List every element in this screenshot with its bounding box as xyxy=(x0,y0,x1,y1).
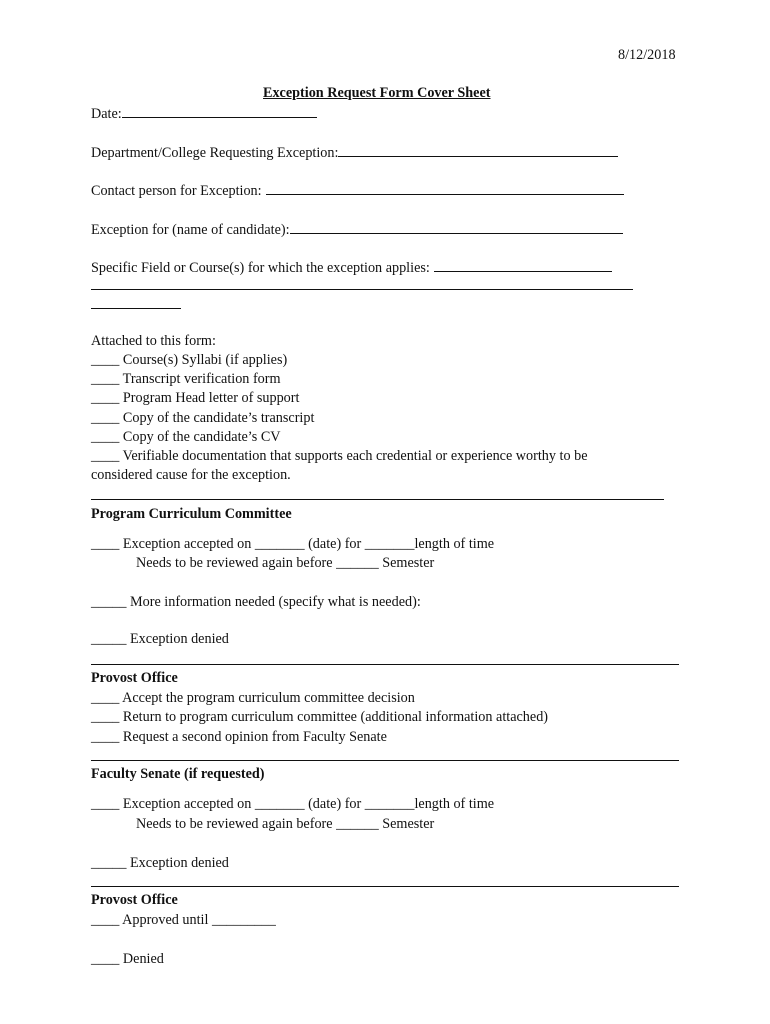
attachment-item-syllabi[interactable]: ____ Course(s) Syllabi (if applies) xyxy=(91,352,288,368)
provost-approved-until[interactable]: ____ Approved until _________ xyxy=(91,912,276,928)
candidate-label: Exception for (name of candidate): xyxy=(91,222,290,238)
attachment-item-candidate-cv[interactable]: ____ Copy of the candidate’s CV xyxy=(91,429,281,445)
provost-denied[interactable]: ____ Denied xyxy=(91,951,164,967)
fs-exception-denied[interactable]: _____ Exception denied xyxy=(91,855,229,871)
provost-request-second-opinion[interactable]: ____ Request a second opinion from Faculty Senate xyxy=(91,729,387,745)
date-field[interactable] xyxy=(91,104,317,123)
form-title: Exception Request Form Cover Sheet xyxy=(263,85,491,101)
contact-blank[interactable] xyxy=(266,181,624,195)
section-divider xyxy=(91,886,679,887)
provost-accept-decision[interactable]: ____ Accept the program curriculum committee decision xyxy=(91,690,415,706)
pcc-more-information[interactable]: _____ More information needed (specify what is needed): xyxy=(91,594,421,610)
section-divider xyxy=(91,760,679,761)
contact-label: Contact person for Exception: xyxy=(91,183,262,199)
fs-review-semester[interactable]: Needs to be reviewed again before ______ Semester xyxy=(136,816,435,832)
department-blank[interactable] xyxy=(338,143,618,157)
specific-field-label: Specific Field or Course(s) for which the exception applies: xyxy=(91,260,430,276)
department-label: Department/College Requesting Exception: xyxy=(91,145,339,161)
contact-field[interactable] xyxy=(91,181,624,200)
pcc-exception-denied[interactable]: _____ Exception denied xyxy=(91,631,229,647)
attachment-item-transcript-verification[interactable]: ____ Transcript verification form xyxy=(91,371,281,387)
attachment-item-letter-of-support[interactable]: ____ Program Head letter of support xyxy=(91,390,300,406)
pcc-review-semester[interactable]: Needs to be reviewed again before ______ Semester xyxy=(136,555,435,571)
specific-field-blank[interactable] xyxy=(434,258,612,272)
provost-return-to-committee[interactable]: ____ Return to program curriculum committee (additional information attached) xyxy=(91,709,549,725)
department-field[interactable] xyxy=(91,143,618,162)
provost-office-final-heading: Provost Office xyxy=(91,892,178,908)
specific-field[interactable] xyxy=(91,258,612,277)
attachments-heading: Attached to this form: xyxy=(91,333,216,349)
fs-exception-accepted[interactable]: ____ Exception accepted on _______ (date) for _______length of time xyxy=(91,796,495,812)
date-blank[interactable] xyxy=(122,104,317,118)
provost-office-heading: Provost Office xyxy=(91,670,178,686)
faculty-senate-heading: Faculty Senate (if requested) xyxy=(91,766,265,782)
pcc-exception-accepted[interactable]: ____ Exception accepted on _______ (date) for _______length of time xyxy=(91,536,495,552)
date-label: Date: xyxy=(91,106,122,122)
candidate-field[interactable] xyxy=(91,220,623,239)
section-divider xyxy=(91,499,664,500)
program-curriculum-heading: Program Curriculum Committee xyxy=(91,506,292,522)
specific-field-blank-line-2[interactable] xyxy=(91,289,633,290)
attachment-item-candidate-transcript[interactable]: ____ Copy of the candidate’s transcript xyxy=(91,410,315,426)
attachment-item-continuation: considered cause for the exception. xyxy=(91,467,291,483)
candidate-blank[interactable] xyxy=(290,220,623,234)
date-stamp: 8/12/2018 xyxy=(618,47,676,63)
specific-field-blank-line-3[interactable] xyxy=(91,308,181,309)
section-divider xyxy=(91,664,679,665)
attachment-item-documentation[interactable]: ____ Verifiable documentation that supports each credential or experience worthy to be xyxy=(91,448,588,464)
